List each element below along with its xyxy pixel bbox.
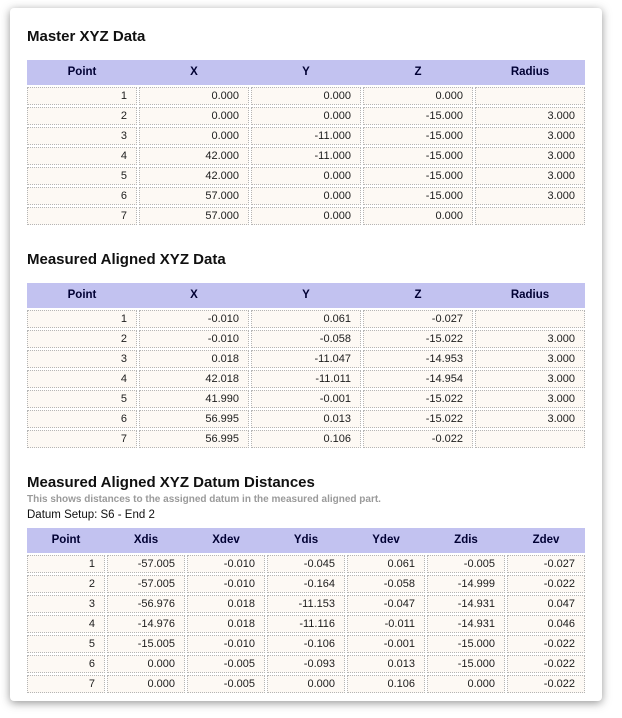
- measured-aligned-xyz-table: [27, 283, 585, 448]
- table-body: [27, 555, 585, 693]
- table-cell: 0.061: [347, 555, 425, 573]
- table-cell: -0.164: [267, 575, 345, 593]
- table-cell: -0.022: [507, 655, 585, 673]
- table-cell: -14.954: [363, 370, 473, 388]
- table-cell: 0.000: [107, 655, 185, 673]
- table-cell: -14.931: [427, 595, 505, 613]
- table-cell: 5: [27, 390, 137, 408]
- table-cell: 3.000: [475, 330, 585, 348]
- table-cell: 3.000: [475, 107, 585, 125]
- section-title: Master XYZ Data: [27, 28, 146, 45]
- table-cell: -15.000: [427, 635, 505, 653]
- table-cell: 3.000: [475, 127, 585, 145]
- table-cell: 0.000: [251, 187, 361, 205]
- table-cell: -0.027: [363, 310, 473, 328]
- table-row: [27, 107, 585, 125]
- table-cell: 0.000: [139, 107, 249, 125]
- table-cell: -15.000: [363, 187, 473, 205]
- table-cell: -0.022: [363, 430, 473, 448]
- table-cell: 3.000: [475, 167, 585, 185]
- table-cell: 7: [27, 430, 137, 448]
- table-cell: -15.022: [363, 330, 473, 348]
- table-cell: 2: [27, 575, 105, 593]
- section-title: Measured Aligned XYZ Datum Distances: [27, 474, 315, 491]
- column-header-radius: Radius: [510, 289, 550, 301]
- table-cell: 3.000: [475, 350, 585, 368]
- table-cell: [475, 207, 585, 225]
- table-cell: [475, 430, 585, 448]
- table-cell: 0.106: [347, 675, 425, 693]
- table-cell: -0.022: [507, 675, 585, 693]
- table-cell: 1: [27, 310, 137, 328]
- table-cell: 0.018: [139, 350, 249, 368]
- table-cell: 3: [27, 127, 137, 145]
- table-cell: 42.000: [139, 167, 249, 185]
- table-cell: 4: [27, 615, 105, 633]
- table-cell: 3: [27, 350, 137, 368]
- table-cell: -15.000: [363, 147, 473, 165]
- table-cell: 0.047: [507, 595, 585, 613]
- table-row: [27, 207, 585, 225]
- table-row: [27, 595, 585, 613]
- table-cell: -14.953: [363, 350, 473, 368]
- column-header-zdis: Zdis: [454, 534, 478, 546]
- table-row: [27, 555, 585, 573]
- column-header-radius: Radius: [510, 66, 550, 78]
- table-cell: 1: [27, 87, 137, 105]
- table-cell: -0.005: [427, 555, 505, 573]
- table-cell: 6: [27, 655, 105, 673]
- table-cell: 0.106: [251, 430, 361, 448]
- table-row: [27, 430, 585, 448]
- table-cell: -11.153: [267, 595, 345, 613]
- table-header-row: [27, 283, 585, 308]
- table-row: [27, 187, 585, 205]
- table-cell: 0.013: [251, 410, 361, 428]
- table-row: [27, 615, 585, 633]
- table-cell: -57.005: [107, 575, 185, 593]
- table-cell: -0.010: [139, 330, 249, 348]
- table-cell: -15.000: [363, 107, 473, 125]
- table-cell: -0.047: [347, 595, 425, 613]
- table-cell: 4: [27, 370, 137, 388]
- table-cell: 57.000: [139, 187, 249, 205]
- table-cell: 6: [27, 410, 137, 428]
- table-body: [27, 310, 585, 448]
- table-cell: -0.010: [139, 310, 249, 328]
- table-cell: 2: [27, 107, 137, 125]
- table-row: [27, 330, 585, 348]
- table-cell: -0.093: [267, 655, 345, 673]
- table-cell: -11.116: [267, 615, 345, 633]
- column-header-ydev: Ydev: [372, 534, 400, 546]
- table-cell: 0.046: [507, 615, 585, 633]
- table-cell: 3.000: [475, 370, 585, 388]
- table-row: [27, 675, 585, 693]
- table-cell: -0.022: [507, 575, 585, 593]
- table-cell: -15.000: [427, 655, 505, 673]
- table-cell: -15.022: [363, 410, 473, 428]
- table-cell: 42.000: [139, 147, 249, 165]
- table-cell: -0.058: [251, 330, 361, 348]
- table-cell: 0.061: [251, 310, 361, 328]
- table-cell: 0.000: [427, 675, 505, 693]
- table-cell: 0.000: [139, 127, 249, 145]
- table-cell: -0.001: [347, 635, 425, 653]
- section-title: Measured Aligned XYZ Data: [27, 251, 226, 268]
- table-row: [27, 310, 585, 328]
- column-header-xdev: Xdev: [212, 534, 240, 546]
- table-cell: -11.011: [251, 370, 361, 388]
- table-cell: 41.990: [139, 390, 249, 408]
- table-row: [27, 87, 585, 105]
- table-cell: -14.931: [427, 615, 505, 633]
- table-cell: 2: [27, 330, 137, 348]
- table-cell: 57.000: [139, 207, 249, 225]
- table-cell: 3: [27, 595, 105, 613]
- table-cell: -0.001: [251, 390, 361, 408]
- table-cell: 0.013: [347, 655, 425, 673]
- table-cell: 0.000: [251, 167, 361, 185]
- table-cell: 56.995: [139, 430, 249, 448]
- master-xyz-table: [27, 60, 585, 225]
- table-cell: -14.999: [427, 575, 505, 593]
- table-cell: 0.000: [363, 207, 473, 225]
- table-cell: 0.018: [187, 615, 265, 633]
- table-cell: -11.000: [251, 147, 361, 165]
- table-cell: 0.000: [107, 675, 185, 693]
- table-cell: -11.000: [251, 127, 361, 145]
- table-cell: 7: [27, 675, 105, 693]
- table-cell: -15.000: [363, 127, 473, 145]
- column-header-point: Point: [67, 66, 97, 78]
- column-header-point: Point: [51, 534, 81, 546]
- table-cell: -0.005: [187, 655, 265, 673]
- section-datum-distances: [27, 474, 585, 693]
- table-cell: -0.022: [507, 635, 585, 653]
- table-cell: -15.000: [363, 167, 473, 185]
- section-subtitle: This shows distances to the assigned datum in the measured aligned part.: [27, 494, 381, 505]
- table-cell: -0.005: [187, 675, 265, 693]
- column-header-zdev: Zdev: [532, 534, 560, 546]
- table-cell: 4: [27, 147, 137, 165]
- column-header-x: X: [190, 289, 198, 301]
- datum-setup-label: Datum Setup: S6 - End 2: [27, 509, 155, 521]
- table-cell: 0.018: [187, 595, 265, 613]
- table-row: [27, 655, 585, 673]
- table-cell: 0.000: [267, 675, 345, 693]
- table-cell: -0.106: [267, 635, 345, 653]
- column-header-z: Z: [414, 66, 422, 78]
- column-header-point: Point: [67, 289, 97, 301]
- table-cell: -0.058: [347, 575, 425, 593]
- table-cell: -57.005: [107, 555, 185, 573]
- section-master-xyz-data: [27, 28, 585, 225]
- table-cell: -15.005: [107, 635, 185, 653]
- column-header-xdis: Xdis: [133, 534, 159, 546]
- table-cell: 56.995: [139, 410, 249, 428]
- table-cell: 5: [27, 635, 105, 653]
- table-cell: 3.000: [475, 187, 585, 205]
- table-cell: 0.000: [139, 87, 249, 105]
- table-row: [27, 390, 585, 408]
- datum-distances-table: [27, 528, 585, 693]
- table-cell: -0.011: [347, 615, 425, 633]
- table-cell: -56.976: [107, 595, 185, 613]
- table-cell: 3.000: [475, 147, 585, 165]
- column-header-z: Z: [414, 289, 422, 301]
- table-body: [27, 87, 585, 225]
- table-header-row: [27, 528, 585, 553]
- table-cell: -0.045: [267, 555, 345, 573]
- table-cell: 0.000: [251, 87, 361, 105]
- column-header-y: Y: [302, 66, 310, 78]
- table-row: [27, 147, 585, 165]
- table-row: [27, 127, 585, 145]
- table-cell: 0.000: [251, 207, 361, 225]
- table-cell: 3.000: [475, 410, 585, 428]
- table-row: [27, 370, 585, 388]
- table-cell: 6: [27, 187, 137, 205]
- table-row: [27, 410, 585, 428]
- table-row: [27, 635, 585, 653]
- table-cell: 0.000: [363, 87, 473, 105]
- table-cell: -0.010: [187, 555, 265, 573]
- table-cell: [475, 87, 585, 105]
- table-cell: 3.000: [475, 390, 585, 408]
- table-row: [27, 350, 585, 368]
- table-cell: 1: [27, 555, 105, 573]
- table-cell: -0.027: [507, 555, 585, 573]
- report-page: [10, 8, 602, 701]
- table-cell: 42.018: [139, 370, 249, 388]
- table-cell: -0.010: [187, 575, 265, 593]
- table-cell: -15.022: [363, 390, 473, 408]
- column-header-y: Y: [302, 289, 310, 301]
- table-cell: -14.976: [107, 615, 185, 633]
- column-header-x: X: [190, 66, 198, 78]
- table-row: [27, 575, 585, 593]
- table-cell: 7: [27, 207, 137, 225]
- section-measured-aligned-xyz-data: [27, 251, 585, 448]
- table-cell: -11.047: [251, 350, 361, 368]
- table-cell: 0.000: [251, 107, 361, 125]
- column-header-ydis: Ydis: [293, 534, 319, 546]
- table-cell: [475, 310, 585, 328]
- table-cell: 5: [27, 167, 137, 185]
- table-cell: -0.010: [187, 635, 265, 653]
- table-row: [27, 167, 585, 185]
- table-header-row: [27, 60, 585, 85]
